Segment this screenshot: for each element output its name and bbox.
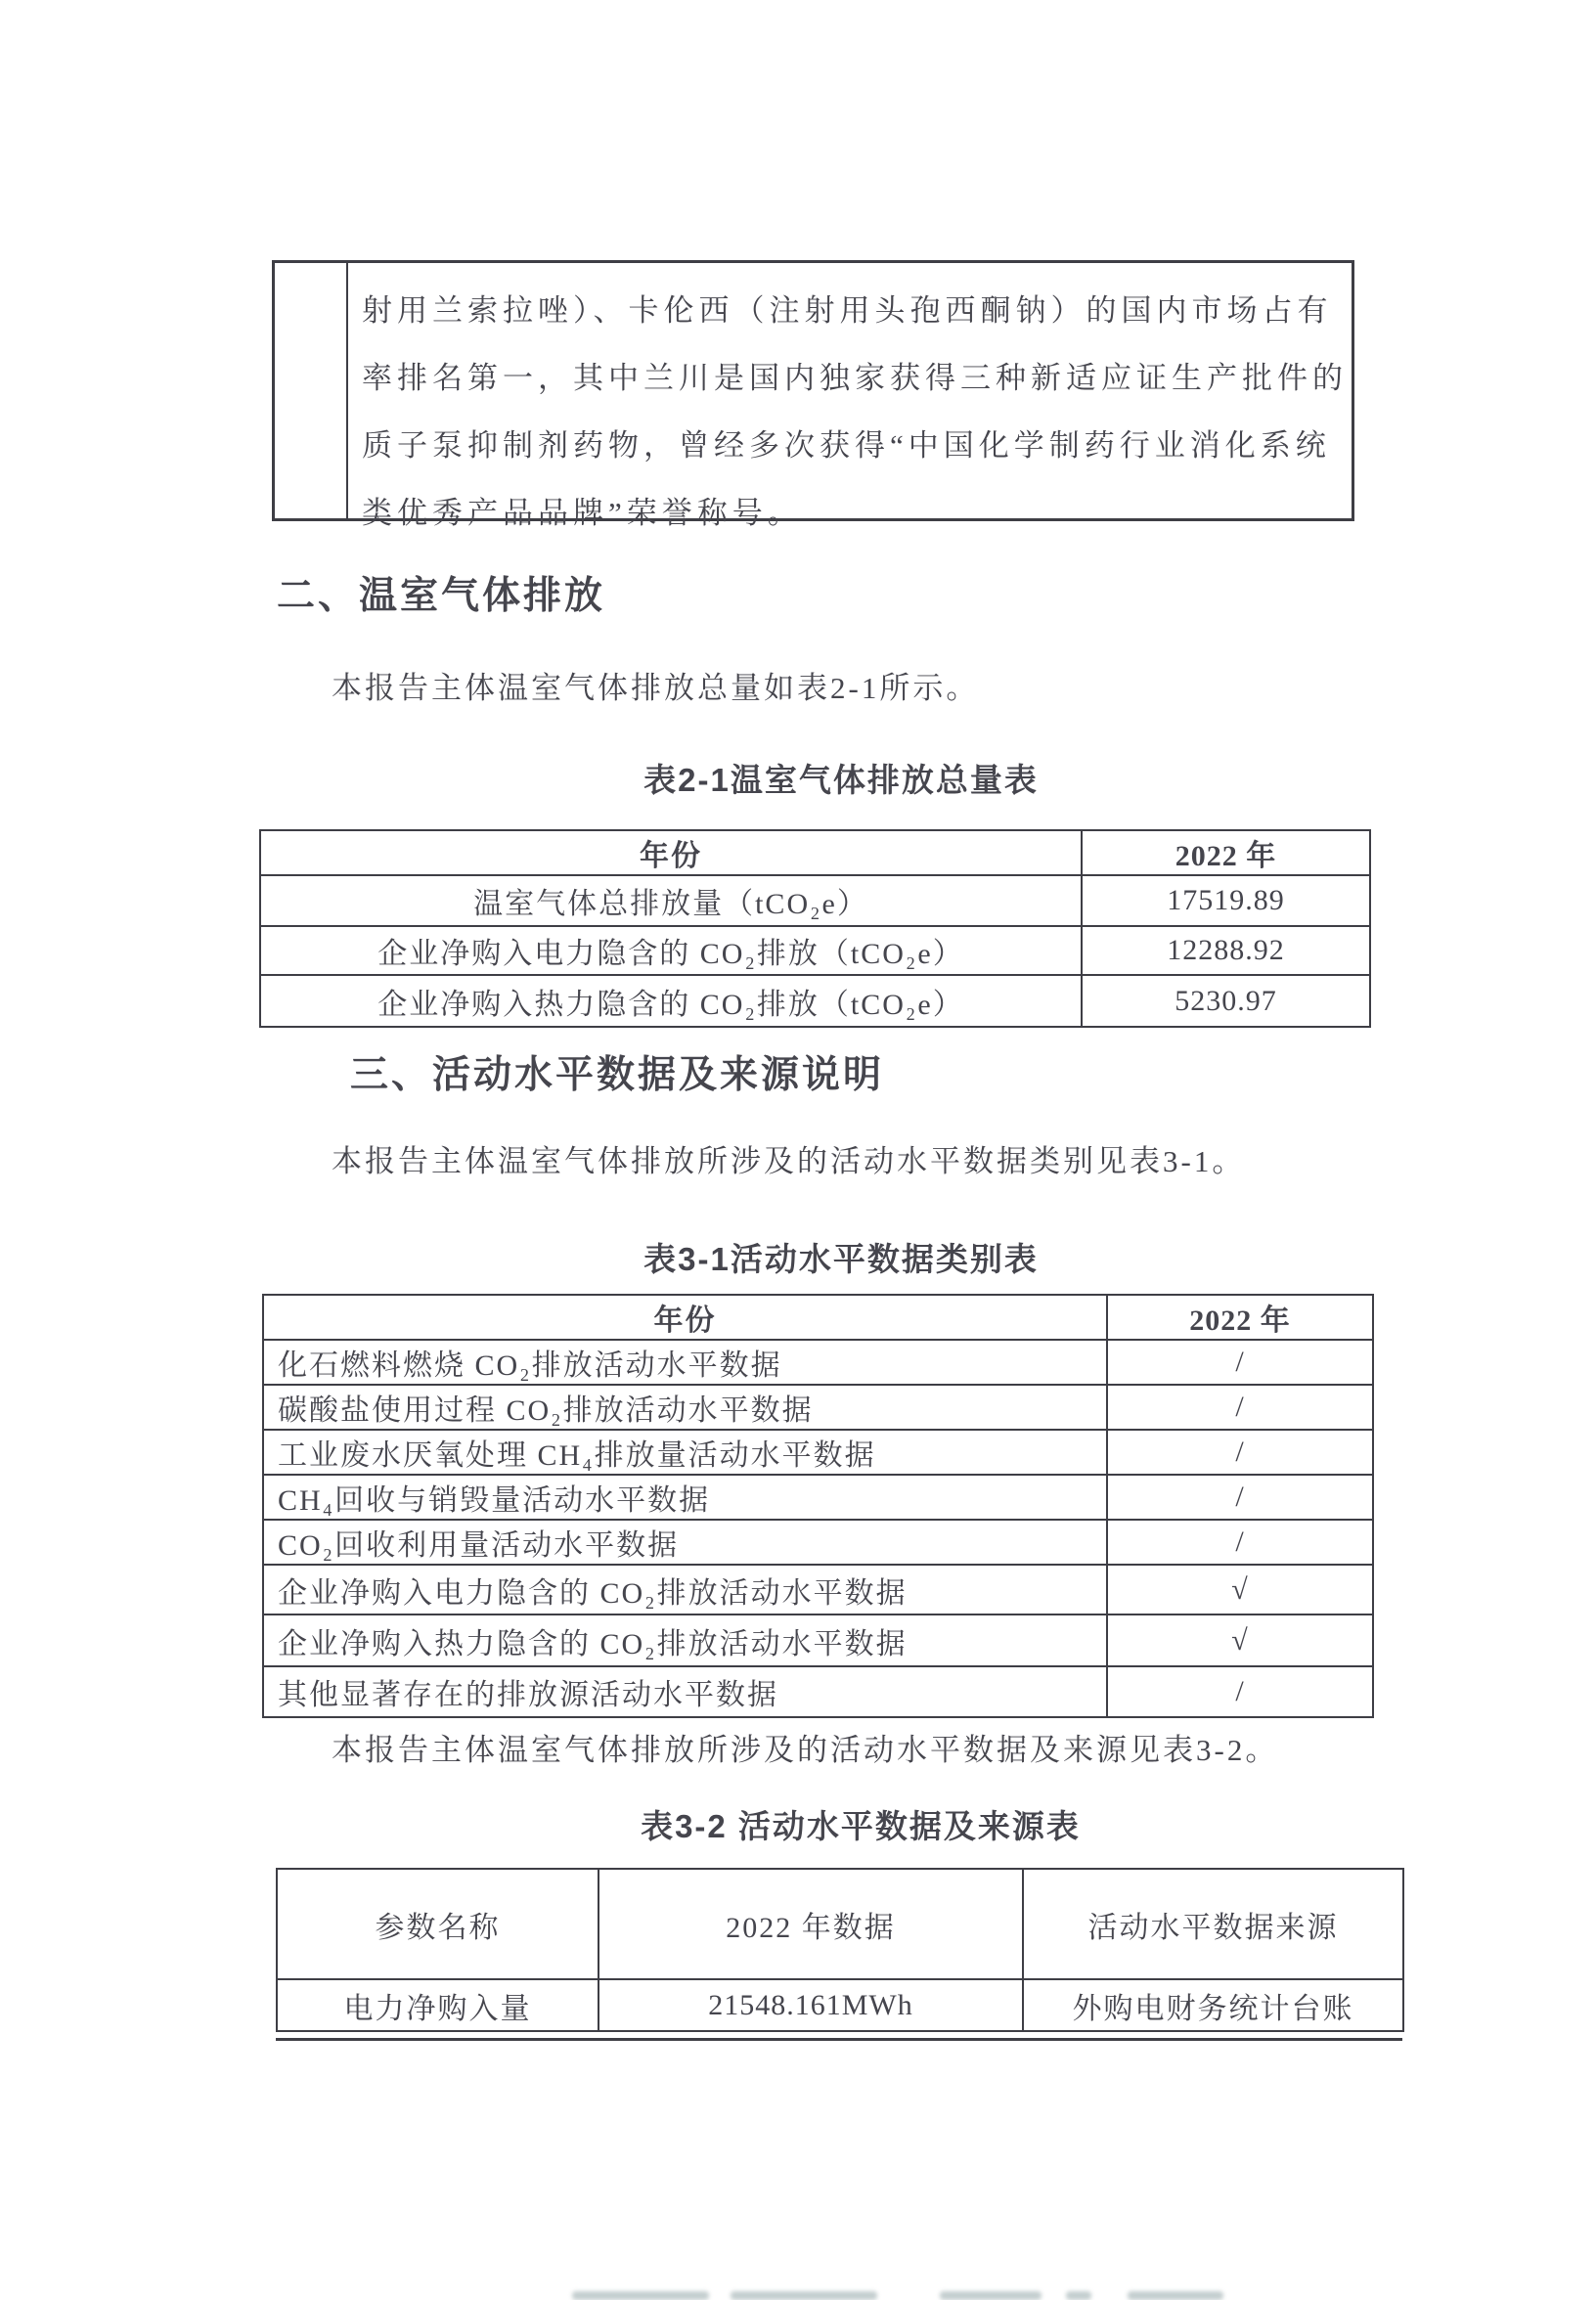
header-cell-param-name: 参数名称 bbox=[277, 1869, 598, 1979]
page-bottom-print-artifact bbox=[572, 2291, 1227, 2300]
section-heading-3: 三、活动水平数据及来源说明 bbox=[350, 1054, 885, 1096]
table-row bbox=[277, 1979, 1403, 2031]
header-cell-year: 年份 bbox=[260, 830, 1082, 875]
table-row bbox=[263, 1295, 1373, 1340]
row-label-cell: 企业净购入电力隐含的 CO₂排放（tCO₂e） bbox=[260, 926, 1082, 975]
header-cell-data-source: 活动水平数据来源 bbox=[1023, 1869, 1403, 1979]
row-label-cell: 企业净购入热力隐含的 CO₂排放（tCO₂e） bbox=[260, 975, 1082, 1027]
table-row bbox=[263, 1520, 1373, 1565]
row-label-cell: 企业净购入热力隐含的 CO₂排放活动水平数据 bbox=[263, 1614, 1107, 1666]
table-row bbox=[277, 1869, 1403, 1979]
row-value-cell: / bbox=[1107, 1340, 1373, 1385]
continued-table-label-cell bbox=[275, 263, 348, 518]
table-3-2-outer-border-line bbox=[276, 2038, 1402, 2041]
header-cell-2022: 2022 年 bbox=[1107, 1295, 1373, 1340]
table-row bbox=[263, 1614, 1373, 1666]
continued-table-text-cell bbox=[348, 263, 1352, 530]
row-source-cell: 外购电财务统计台账 bbox=[1023, 1979, 1403, 2031]
paragraph-table31-intro: 本报告主体温室气体排放所涉及的活动水平数据类别见表3-1。 bbox=[332, 1144, 1246, 1178]
paragraph-table21-intro: 本报告主体温室气体排放总量如表2-1所示。 bbox=[332, 671, 980, 705]
row-value-cell: √ bbox=[1107, 1614, 1373, 1666]
row-label-cell: 温室气体总排放量（tCO₂e） bbox=[260, 875, 1082, 926]
table-3-1 bbox=[262, 1294, 1374, 1718]
table-3-2-caption: 表3-2 活动水平数据及来源表 bbox=[641, 1808, 1081, 1844]
row-value-cell: / bbox=[1107, 1430, 1373, 1475]
row-value-cell: 17519.89 bbox=[1082, 875, 1370, 926]
row-value-cell: / bbox=[1107, 1385, 1373, 1430]
table-row bbox=[263, 1666, 1373, 1717]
table-row bbox=[263, 1565, 1373, 1614]
row-label-cell: 碳酸盐使用过程 CO₂排放活动水平数据 bbox=[263, 1385, 1107, 1430]
row-label-cell: 其他显著存在的排放源活动水平数据 bbox=[263, 1666, 1107, 1717]
text-line: 质子泵抑制剂药物，曾经多次获得“中国化学制药行业消化系统 bbox=[362, 428, 1331, 463]
table-row bbox=[263, 1385, 1373, 1430]
table-row bbox=[260, 875, 1370, 926]
table-row bbox=[260, 975, 1370, 1027]
row-label-cell: 工业废水厌氧处理 CH₄排放量活动水平数据 bbox=[263, 1430, 1107, 1475]
text-line: 率排名第一，其中兰川是国内独家获得三种新适应证生产批件的 bbox=[362, 361, 1348, 395]
text-line: 射用兰索拉唑）、卡伦西（注射用头孢西酮钠）的国内市场占有 bbox=[362, 293, 1333, 328]
paragraph-table32-intro: 本报告主体温室气体排放所涉及的活动水平数据及来源见表3-2。 bbox=[332, 1733, 1279, 1767]
row-value-cell: / bbox=[1107, 1666, 1373, 1717]
table-3-1-caption: 表3-1活动水平数据类别表 bbox=[643, 1241, 1039, 1277]
table-row bbox=[263, 1430, 1373, 1475]
row-value-cell: √ bbox=[1107, 1565, 1373, 1614]
table-row bbox=[260, 926, 1370, 975]
row-value-cell: / bbox=[1107, 1520, 1373, 1565]
header-cell-year: 年份 bbox=[263, 1295, 1107, 1340]
table-3-2 bbox=[276, 1868, 1404, 2032]
table-row bbox=[263, 1340, 1373, 1385]
row-value-cell: 5230.97 bbox=[1082, 975, 1370, 1027]
row-label-cell: 企业净购入电力隐含的 CO₂排放活动水平数据 bbox=[263, 1565, 1107, 1614]
row-value-cell: / bbox=[1107, 1475, 1373, 1520]
row-label-cell: 化石燃料燃烧 CO₂排放活动水平数据 bbox=[263, 1340, 1107, 1385]
header-cell-2022: 2022 年 bbox=[1082, 830, 1370, 875]
table-row bbox=[263, 1475, 1373, 1520]
header-cell-2022-data: 2022 年数据 bbox=[598, 1869, 1023, 1979]
table-2-1-caption: 表2-1温室气体排放总量表 bbox=[643, 762, 1039, 798]
row-value-cell: 12288.92 bbox=[1082, 926, 1370, 975]
table-row bbox=[260, 830, 1370, 875]
section-heading-2: 二、温室气体排放 bbox=[277, 575, 606, 617]
row-label-cell: CO₂回收利用量活动水平数据 bbox=[263, 1520, 1107, 1565]
table-2-1 bbox=[259, 829, 1371, 1028]
row-value-cell: 21548.161MWh bbox=[598, 1979, 1023, 2031]
row-param-cell: 电力净购入量 bbox=[277, 1979, 598, 2031]
continued-table bbox=[272, 260, 1354, 530]
row-label-cell: CH₄回收与销毁量活动水平数据 bbox=[263, 1475, 1107, 1520]
text-line: 类优秀产品品牌”荣誉称号。 bbox=[362, 496, 803, 530]
